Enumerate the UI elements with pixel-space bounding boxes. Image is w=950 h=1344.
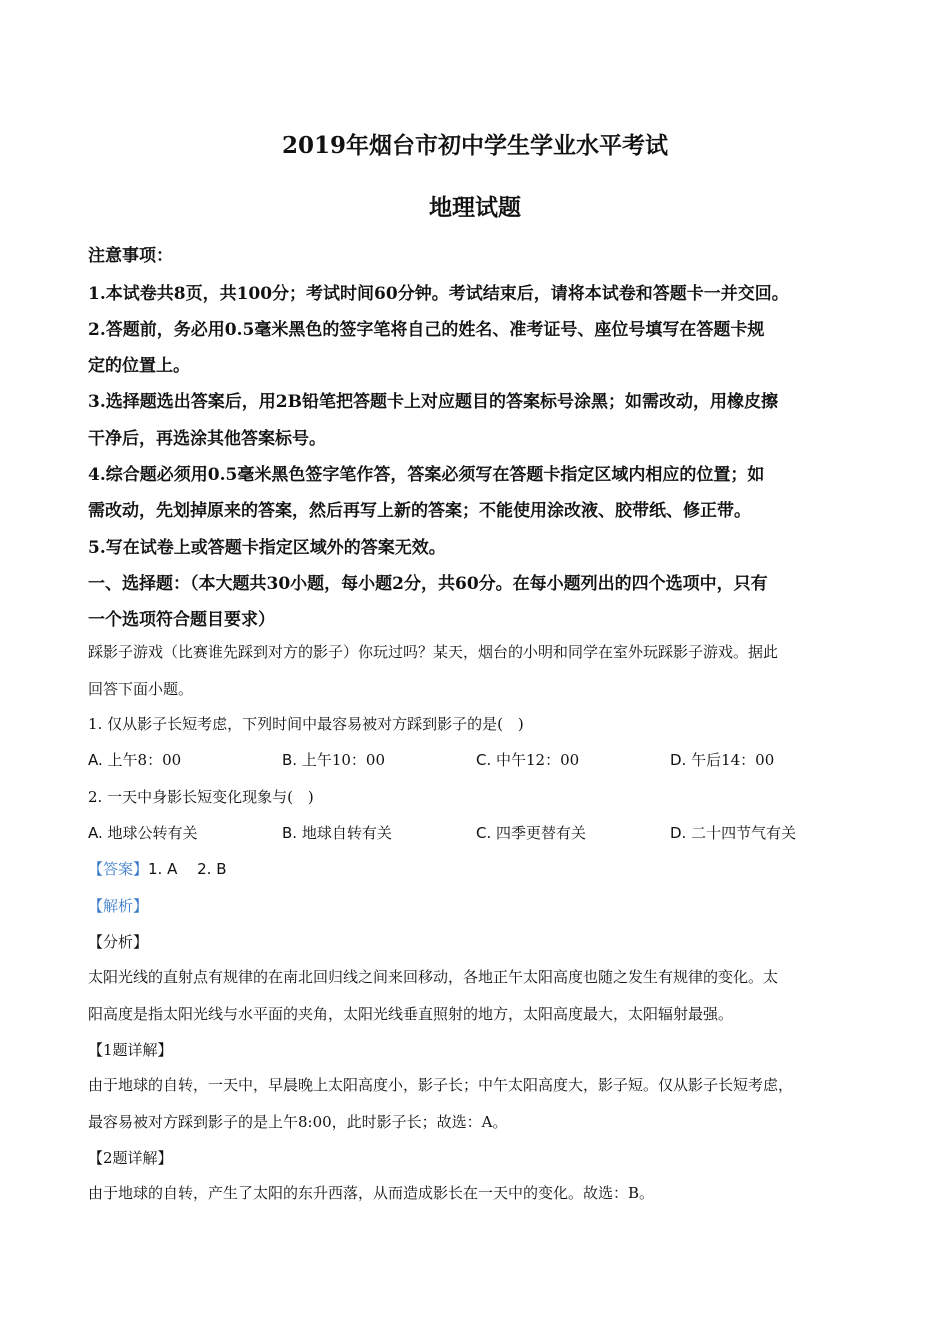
q2-option-d-letter: D. [670, 824, 687, 842]
q1-option-a-letter: A. [88, 751, 103, 769]
fenxi-line-1: 太阳光线的直射点有规律的在南北回归线之间来回移动，各地正午太阳高度也随之发生有规律的变化。太 [88, 968, 779, 986]
q2-option-c [476, 822, 586, 843]
notice-line-6: 4.综合题必须用0.5毫米黑色签字笔作答，答案必须写在答题卡指定区域内相应的位置；如 [88, 465, 765, 485]
q2-option-b-letter: B. [282, 824, 298, 842]
question-2-stem: 2. 一天中身影长短变化现象与( ) [88, 788, 314, 806]
answer-label: 【答案】 [88, 860, 149, 878]
q2-option-a-text: 地球公转有关 [102, 824, 198, 842]
q2-option-a-letter: A. [88, 824, 103, 842]
q1-option-d-letter: D. [670, 751, 687, 769]
exam-title: 2019年烟台市初中学生学业水平考试 [281, 132, 668, 159]
q1-option-c-letter: C. [476, 751, 492, 769]
q1-option-c [476, 749, 579, 770]
q2-option-d-text: 二十四节气有关 [686, 824, 797, 842]
notice-line-7: 需改动，先划掉原来的答案，然后再写上新的答案；不能使用涂改液、胶带纸、修正带。 [88, 501, 751, 521]
notice-heading: 注意事项： [88, 246, 173, 266]
q2-option-c-text: 四季更替有关 [491, 824, 587, 842]
analysis-label: 【解析】 [88, 897, 149, 915]
q1-option-a-text: 上午8：00 [102, 751, 182, 769]
q2-detail-label: 【2题详解】 [88, 1149, 173, 1167]
notice-line-8: 5.写在试卷上或答题卡指定区域外的答案无效。 [88, 538, 446, 558]
notice-line-1: 1.本试卷共8页，共100分；考试时间60分钟。考试结束后，请将本试卷和答题卡一并交回。 [88, 284, 789, 304]
notice-line-3: 定的位置上。 [88, 356, 190, 376]
q1-detail-line-1: 由于地球的自转，一天中，早晨晚上太阳高度小，影子长；中午太阳高度大，影子短。仅从影子长短考虑， [88, 1076, 794, 1094]
q1-option-c-text: 中午12：00 [491, 751, 580, 769]
q1-detail-line-2: 最容易被对方踩到影子的是上午8:00，此时影子长；故选：A。 [88, 1113, 508, 1131]
q2-option-c-letter: C. [476, 824, 492, 842]
fenxi-line-2: 阳高度是指太阳光线与水平面的夹角，太阳光线垂直照射的地方，太阳高度最大，太阳辐射最强。 [88, 1005, 734, 1023]
q1-option-d [670, 749, 774, 770]
passage-line-2: 回答下面小题。 [88, 680, 194, 698]
answer-value: 1. A 2. B [148, 860, 227, 878]
notice-line-2: 2.答题前，务必用0.5毫米黑色的签字笔将自己的姓名、准考证号、座位号填写在答题卡规 [88, 320, 765, 340]
q1-detail-label: 【1题详解】 [88, 1041, 173, 1059]
fenxi-label: 【分析】 [88, 933, 149, 951]
section-heading-2: 一个选项符合题目要求） [88, 610, 275, 630]
q1-option-b [282, 749, 385, 770]
answer-line [88, 858, 227, 879]
exam-subtitle: 地理试题 [429, 194, 521, 221]
q1-option-d-text: 午后14：00 [686, 751, 775, 769]
q2-option-b-text: 地球自转有关 [297, 824, 392, 842]
q2-option-a [88, 822, 198, 843]
q2-detail-line-1: 由于地球的自转，产生了太阳的东升西落，从而造成影长在一天中的变化。故选：B。 [88, 1184, 655, 1202]
q1-option-b-letter: B. [282, 751, 298, 769]
q2-option-b [282, 822, 392, 843]
q1-option-b-text: 上午10：00 [297, 751, 386, 769]
q1-option-a [88, 749, 181, 770]
q2-option-d [670, 822, 796, 843]
notice-line-4: 3.选择题选出答案后，用2B铅笔把答题卡上对应题目的答案标号涂黑；如需改动，用橡皮擦 [88, 392, 778, 412]
notice-line-5: 干净后，再选涂其他答案标号。 [88, 429, 326, 449]
question-1-stem: 1. 仅从影子长短考虑，下列时间中最容易被对方踩到影子的是( ) [88, 715, 524, 733]
section-heading-1: 一、选择题：（本大题共30小题，每小题2分，共60分。在每小题列出的四个选项中，只有 [88, 574, 768, 594]
passage-line-1: 踩影子游戏（比赛谁先踩到对方的影子）你玩过吗？某天，烟台的小明和同学在室外玩踩影子游戏。据此 [88, 643, 779, 661]
